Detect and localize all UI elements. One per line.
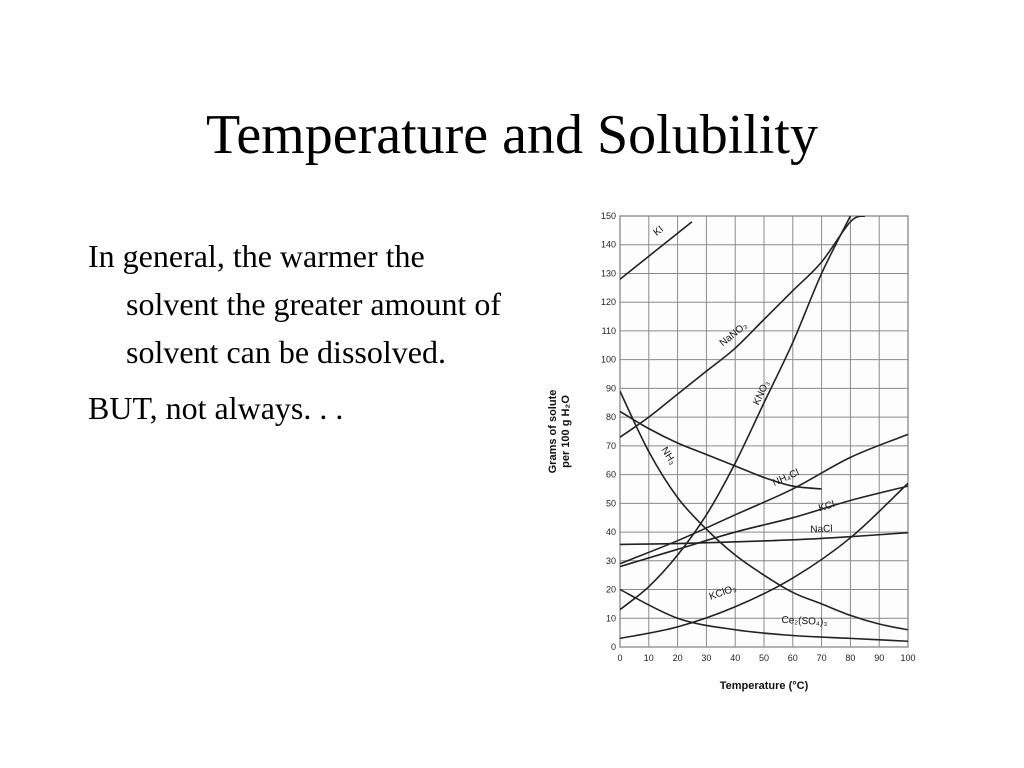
series-label-nh-: NH₃ xyxy=(658,445,678,467)
series-label-nano-: NaNO₃ xyxy=(717,320,750,349)
x-tick-label: 80 xyxy=(845,653,856,663)
y-tick-label: 150 xyxy=(600,211,616,221)
y-tick-label: 90 xyxy=(605,383,616,394)
solubility-chart xyxy=(538,200,950,705)
y-tick-label: 30 xyxy=(605,555,616,566)
series-label-kno-: KNO₃ xyxy=(751,379,773,408)
x-tick-label: 100 xyxy=(900,653,916,663)
x-tick-label: 40 xyxy=(730,653,741,663)
y-tick-label: 10 xyxy=(605,613,616,624)
y-tick-label: 0 xyxy=(610,642,616,652)
series-label-nacl: NaCl xyxy=(810,523,833,536)
slide-body xyxy=(88,232,508,440)
x-axis-title: Temperature (°C) xyxy=(719,680,809,692)
solubility-chart-svg xyxy=(538,200,950,705)
x-tick-label: 30 xyxy=(701,653,712,663)
y-axis-title: per 100 g H₂O xyxy=(560,395,572,468)
y-tick-label: 140 xyxy=(600,239,616,250)
x-tick-label: 10 xyxy=(643,653,654,663)
y-tick-label: 130 xyxy=(600,268,616,279)
y-axis-title: Grams of solute xyxy=(547,389,559,474)
x-tick-label: 20 xyxy=(672,653,683,663)
y-tick-label: 100 xyxy=(600,354,616,365)
series-label-nh-cl: NH₄Cl xyxy=(771,467,802,489)
series-label-kcl: KCl xyxy=(817,499,836,515)
y-tick-label: 40 xyxy=(605,527,616,538)
y-tick-label: 110 xyxy=(601,325,616,336)
slide-title: Temperature and Solubility xyxy=(206,104,818,166)
y-tick-label: 60 xyxy=(605,469,616,480)
y-tick-label: 80 xyxy=(605,412,616,423)
x-tick-label: 50 xyxy=(758,653,770,663)
series-label-kclo-: KClO₃ xyxy=(707,583,738,603)
x-tick-label: 0 xyxy=(617,653,623,663)
y-tick-label: 120 xyxy=(600,297,616,308)
y-tick-label: 70 xyxy=(605,440,616,451)
series-label-ki: KI xyxy=(651,224,666,239)
y-tick-label: 20 xyxy=(605,584,616,595)
y-tick-label: 50 xyxy=(605,498,616,509)
bullet-exception: BUT, not always. . . xyxy=(88,390,344,426)
x-tick-label: 90 xyxy=(874,653,885,663)
x-tick-label: 70 xyxy=(816,653,827,663)
bullet-general: In general, the warmer the solvent the greater amount of solvent can be dissolved. xyxy=(88,238,501,370)
series-label-ce-so-: Ce₂(SO₄)₃ xyxy=(781,614,828,629)
x-tick-label: 60 xyxy=(787,653,798,663)
